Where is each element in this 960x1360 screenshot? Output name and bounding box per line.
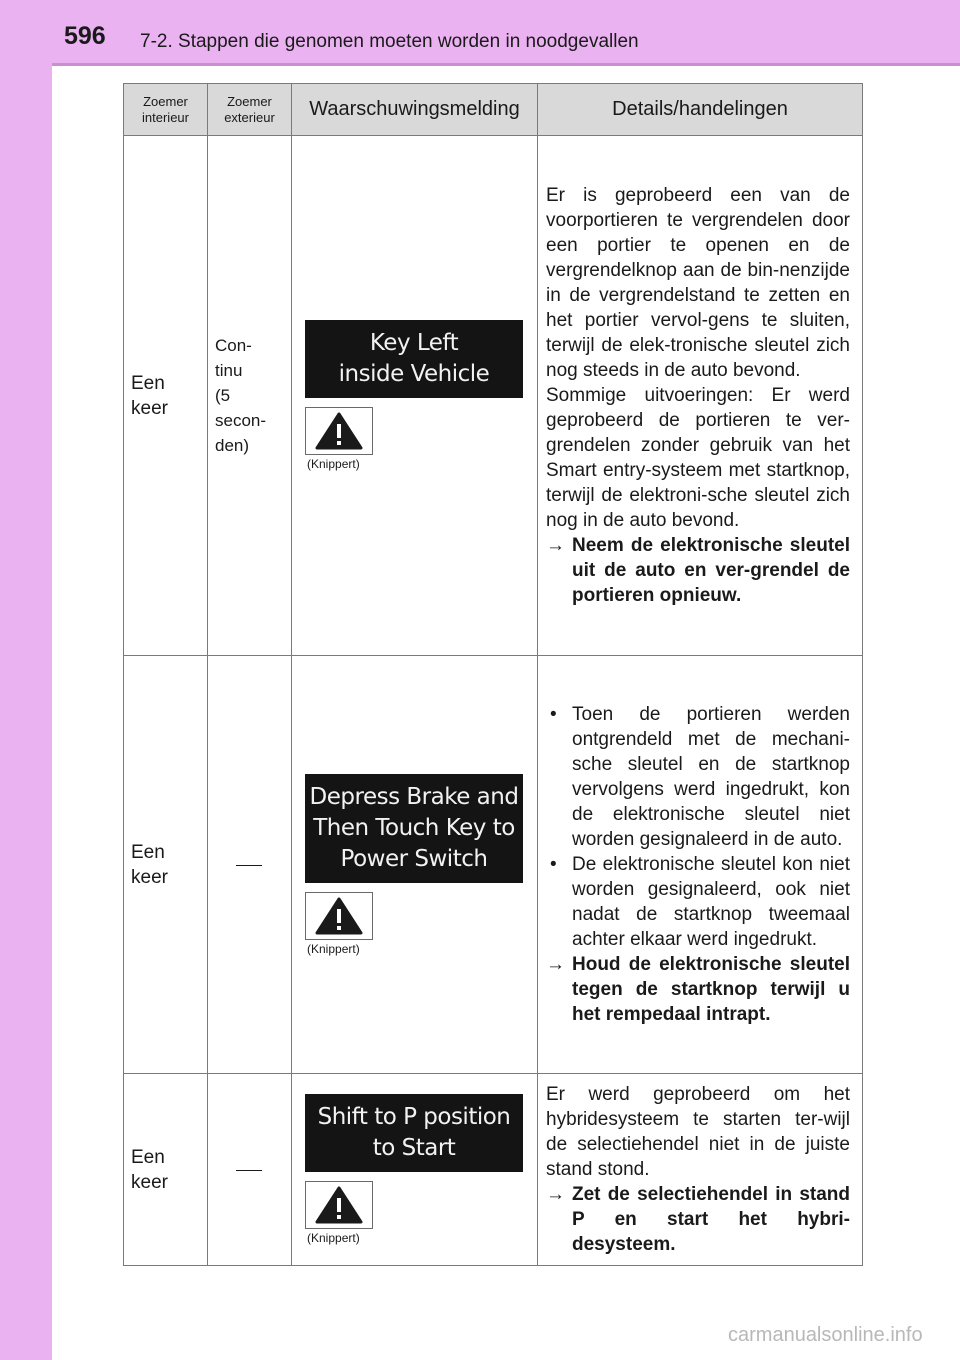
warning-triangle-icon xyxy=(305,1181,373,1229)
details-cell xyxy=(538,1074,863,1266)
warning-triangle-icon xyxy=(305,407,373,455)
action-instruction xyxy=(546,1182,850,1257)
watermark: carmanualsonline.info xyxy=(728,1324,923,1346)
action-instruction xyxy=(546,533,850,608)
header-interior-buzzer: Zoemer interieur xyxy=(124,84,208,136)
table-row xyxy=(124,656,863,1074)
table-row xyxy=(124,1074,863,1266)
bullet-text: Toen de portieren werden ontgrendeld met de mechani-sche sleutel en de startknop vervolgens werd ingedrukt, kon de elektronische sleutel niet worden gesignaleerd in de auto. xyxy=(572,704,850,850)
details-cell xyxy=(538,656,863,1074)
detail-paragraph: Sommige uitvoeringen: Er werd geprobeerd de portieren te ver-grendelen zonder gebruik van het Smart entry-systeem met startknop, terwijl de elektroni-sche sleutel zich nog in de auto bevond. xyxy=(546,385,850,531)
arrow-icon: → xyxy=(546,535,565,556)
blink-label: (Knippert) xyxy=(307,457,360,471)
header-divider xyxy=(52,63,960,66)
exterior-buzzer-value: Con- tinu (5 secon- den) xyxy=(215,336,267,455)
details-cell xyxy=(538,136,863,656)
warning-message-cell xyxy=(292,656,538,1074)
interior-buzzer-value: Een keer xyxy=(131,372,168,419)
action-text: Zet de selectiehendel in stand P en start het hybri-desysteem. xyxy=(572,1184,850,1255)
dash-icon xyxy=(236,865,262,866)
interior-buzzer-cell xyxy=(124,136,208,656)
dash-icon xyxy=(236,1170,262,1171)
detail-bullet xyxy=(546,702,850,852)
page-number: 596 xyxy=(64,22,106,50)
header-warning-message: Waarschuwingsmelding xyxy=(292,84,538,136)
bullet-icon: • xyxy=(550,854,557,875)
detail-paragraph: Er werd geprobeerd om het hybridesysteem te starten ter-wijl de selectiehendel niet in de juiste stand stond. xyxy=(546,1084,850,1180)
exterior-buzzer-cell xyxy=(208,1074,292,1266)
table-row xyxy=(124,136,863,656)
arrow-icon: → xyxy=(546,954,565,975)
display-message: Depress Brake and Then Touch Key to Power Switch xyxy=(305,774,523,883)
bullet-text: De elektronische sleutel kon niet worden gesignaleerd, ook niet nadat de startknop tweemaal achter elkaar werd ingedrukt. xyxy=(572,854,850,950)
blink-label: (Knippert) xyxy=(307,1231,360,1245)
detail-paragraph: Er is geprobeerd een van de voorportieren te vergrendelen door een portier te openen en de vergrendelknop aan de bin-nenzijde in de vergrendelstand te zetten en het portier vervol-gens te sluiten, terwijl de elek-tronische sleutel zich nog steeds in de auto bevond. xyxy=(546,185,850,381)
warning-triangle-icon xyxy=(305,892,373,940)
detail-bullet xyxy=(546,852,850,952)
interior-buzzer-value: Een keer xyxy=(131,841,168,888)
action-instruction xyxy=(546,952,850,1027)
display-message: Shift to P position to Start xyxy=(305,1094,523,1172)
exterior-buzzer-cell xyxy=(208,136,292,656)
interior-buzzer-value: Een keer xyxy=(131,1146,168,1193)
side-color-band xyxy=(0,0,52,1360)
header-exterior-buzzer: Zoemer exterieur xyxy=(208,84,292,136)
section-title: 7-2. Stappen die genomen moeten worden in noodgevallen xyxy=(140,31,639,52)
action-text: Houd de elektronische sleutel tegen de startknop terwijl u het rempedaal intrapt. xyxy=(572,954,850,1025)
bullet-icon: • xyxy=(550,704,557,725)
arrow-icon: → xyxy=(546,1184,565,1205)
action-text: Neem de elektronische sleutel uit de auto en ver-grendel de portieren opnieuw. xyxy=(572,535,850,606)
warning-message-cell xyxy=(292,136,538,656)
warning-message-cell xyxy=(292,1074,538,1266)
display-message: Key Left inside Vehicle xyxy=(305,320,523,398)
table-header-row xyxy=(124,84,863,136)
exterior-buzzer-cell xyxy=(208,656,292,1074)
interior-buzzer-cell xyxy=(124,1074,208,1266)
interior-buzzer-cell xyxy=(124,656,208,1074)
blink-label: (Knippert) xyxy=(307,941,360,956)
header-details: Details/handelingen xyxy=(538,84,863,136)
warning-table xyxy=(123,83,863,1266)
